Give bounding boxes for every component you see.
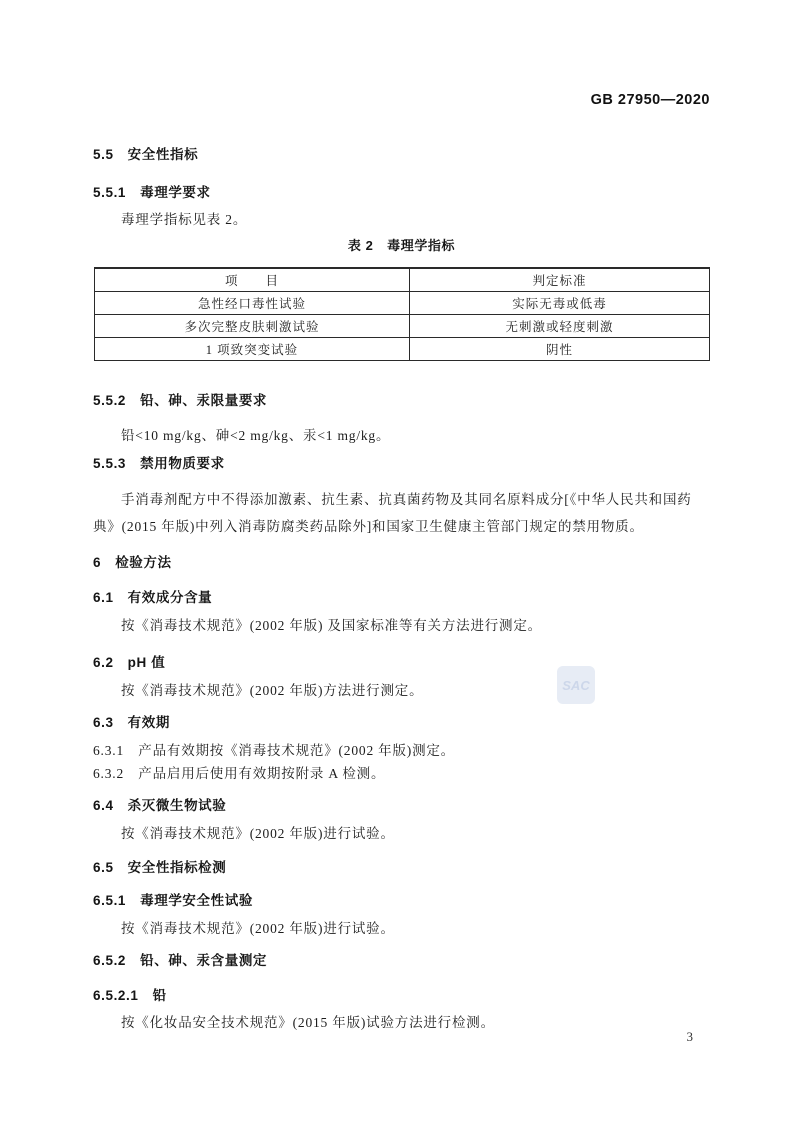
heading-6-5: 6.5 安全性指标检测 bbox=[93, 859, 227, 875]
clause-6-3-1: 6.3.1 产品有效期按《消毒技术规范》(2002 年版)测定。 bbox=[93, 742, 455, 758]
table-cell: 实际无毒或低毒 bbox=[410, 291, 710, 314]
table-cell: 急性经口毒性试验 bbox=[95, 291, 410, 314]
table-row bbox=[95, 291, 710, 314]
standard-number: GB 27950—2020 bbox=[590, 92, 710, 108]
table-header-row bbox=[95, 268, 710, 291]
table-header-criteria: 判定标准 bbox=[410, 268, 710, 291]
paragraph-6-1: 按《消毒技术规范》(2002 年版) 及国家标准等有关方法进行测定。 bbox=[121, 617, 542, 633]
heading-6-3: 6.3 有效期 bbox=[93, 714, 170, 730]
table-row bbox=[95, 314, 710, 337]
paragraph-6-2: 按《消毒技术规范》(2002 年版)方法进行测定。 bbox=[121, 682, 424, 698]
table-cell: 无刺激或轻度刺激 bbox=[410, 314, 710, 337]
table-row bbox=[95, 337, 710, 360]
paragraph-prohibited-substances: 手消毒剂配方中不得添加激素、抗生素、抗真菌药物及其同名原料成分[《中华人民共和国药典》(2015 年版)中列入消毒防腐类药品除外]和国家卫生健康主管部门规定的禁用物质。 bbox=[93, 491, 692, 534]
table-header-item: 项 目 bbox=[95, 268, 410, 291]
heading-5-5-3: 5.5.3 禁用物质要求 bbox=[93, 455, 225, 471]
sac-watermark-icon: SAC bbox=[557, 666, 595, 704]
heading-5-5-1: 5.5.1 毒理学要求 bbox=[93, 185, 211, 200]
heading-6-4: 6.4 杀灭微生物试验 bbox=[93, 797, 227, 813]
heading-6-1: 6.1 有效成分含量 bbox=[93, 589, 213, 605]
heading-5-5: 5.5 安全性指标 bbox=[93, 147, 199, 162]
table-2-caption: 表 2 毒理学指标 bbox=[347, 238, 456, 253]
heading-5-5-2: 5.5.2 铅、砷、汞限量要求 bbox=[93, 392, 268, 408]
heading-6-5-2-1: 6.5.2.1 铅 bbox=[93, 987, 167, 1003]
page-number: 3 bbox=[686, 1029, 693, 1044]
table-cell: 阴性 bbox=[410, 337, 710, 360]
heading-6: 6 检验方法 bbox=[93, 554, 172, 570]
paragraph-6-5-1: 按《消毒技术规范》(2002 年版)进行试验。 bbox=[121, 920, 395, 936]
heading-6-2: 6.2 pH 值 bbox=[93, 654, 166, 670]
heading-6-5-2: 6.5.2 铅、砷、汞含量测定 bbox=[93, 952, 268, 968]
paragraph-6-5-2-1: 按《化妆品安全技术规范》(2015 年版)试验方法进行检测。 bbox=[121, 1014, 495, 1030]
clause-6-3-2: 6.3.2 产品启用后使用有效期按附录 A 检测。 bbox=[93, 765, 386, 781]
paragraph-toxicology-ref: 毒理学指标见表 2。 bbox=[121, 212, 248, 227]
table-cell: 多次完整皮肤刺激试验 bbox=[95, 314, 410, 337]
heading-6-5-1: 6.5.1 毒理学安全性试验 bbox=[93, 892, 253, 908]
paragraph-6-4: 按《消毒技术规范》(2002 年版)进行试验。 bbox=[121, 825, 395, 841]
page-content bbox=[93, 147, 710, 1031]
paragraph-heavy-metal-limits: 铅<10 mg/kg、砷<2 mg/kg、汞<1 mg/kg。 bbox=[121, 427, 391, 443]
table-cell: 1 项致突变试验 bbox=[95, 337, 410, 360]
toxicology-table bbox=[94, 267, 710, 361]
